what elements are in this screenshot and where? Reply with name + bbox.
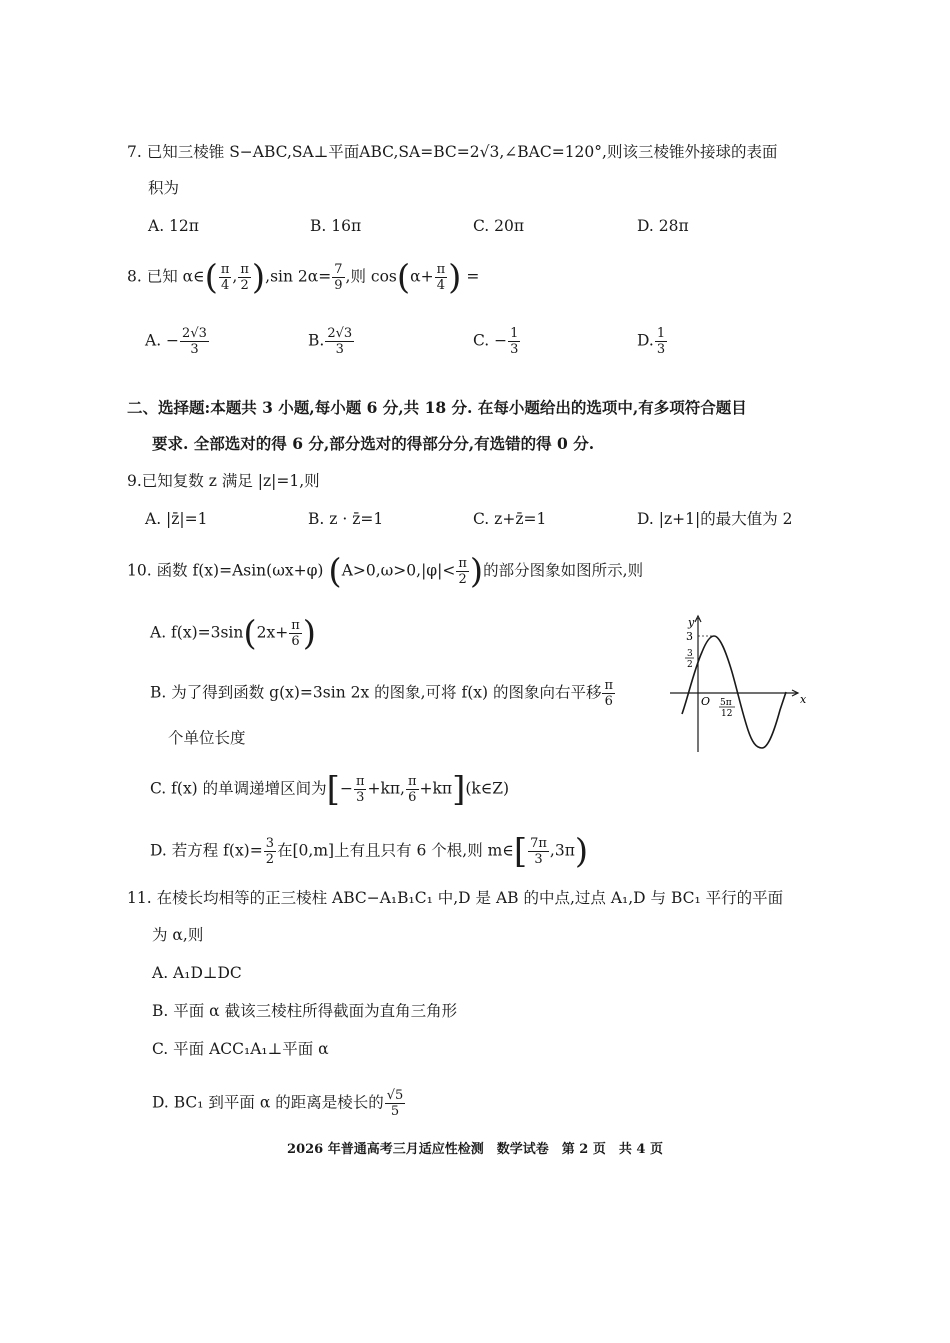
graph-tick-5pi: 5π: [720, 698, 732, 708]
q10-option-a: A. f(x)=3sin(2x+ $\frac{\pi}{6}$ ): [150, 613, 317, 654]
q10-option-d: D. 若方程 f(x)= $\frac{3}{2}$ 在[0,m]上有且只有 6 个根,则 m∈[ $\frac{7\pi}{3}$ ,3π): [150, 831, 589, 872]
q8-cos: ,则 cos: [345, 267, 397, 286]
q11-stem-a: 在棱长均相等的正三棱柱 ABC−A₁B₁C₁ 中,D 是 AB 的中点,过点 A₁,D 与 BC₁ 平行的平面: [156, 889, 784, 907]
q8-option-b: B. $\frac{2√3}{3}$: [308, 326, 353, 357]
section2-line2: 要求. 全部选对的得 6 分,部分选对的得部分分,有选错的得 0 分.: [152, 434, 595, 453]
graph-y-label: y: [688, 616, 695, 629]
section2-line1: 二、选择题:本题共 3 小题,每小题 6 分,共 18 分. 在每小题给出的选项中,有多项符合题目: [127, 398, 747, 417]
graph-tick-3-2-num: 3: [687, 649, 693, 659]
q8-option-d: D. $\frac{1}{3}$: [637, 326, 666, 357]
q7-option-c: C. 20π: [473, 217, 525, 235]
q7-stem-a: 已知三棱锥: [146, 143, 225, 161]
q9-stem: [127, 469, 320, 493]
q11-stem-line1: [127, 886, 783, 910]
q9-number: 9.: [127, 472, 142, 490]
q10-number: 10.: [127, 561, 152, 580]
q7-option-d: D. 28π: [637, 217, 689, 235]
q10-option-b: B. 为了得到函数 g(x)=3sin 2x 的图象,可将 f(x) 的图象向右平移 $\frac{\pi}{6}$: [150, 678, 614, 709]
q7-option-b: B. 16π: [310, 217, 362, 235]
q8-sin: ,sin 2α=: [265, 267, 332, 286]
graph-origin: O: [701, 695, 711, 708]
q10-stem: 10. 函数 f(x)=Asin(ωx+φ) (A>0,ω>0,|φ|< $\frac{\pi}{2}$ )的部分图象如图所示,则: [127, 551, 644, 592]
q8-stem: 8. 已知 α∈( $\frac{\pi}{4}$ , $\frac{\pi}{2}$ ),sin 2α= $\frac{7}{9}$ ,则 cos(α+ $\frac{\pi}{4}$ ) =: [127, 257, 480, 298]
q8-frac-pi-4b: $\frac{\pi}{4}$: [436, 262, 446, 293]
q8-frac-7-9: $\frac{7}{9}$: [334, 262, 343, 293]
q9-option-a: A. |z̄|=1: [145, 510, 208, 528]
q11-option-c: C. 平面 ACC₁A₁⊥平面 α: [152, 1040, 329, 1058]
q10-cond: A>0,ω>0,|φ|<: [341, 561, 456, 580]
q9-option-c: C. z+z̄=1: [473, 510, 547, 528]
q7-stem-line2: 积为: [148, 179, 180, 197]
q11-number: 11.: [127, 889, 152, 907]
q11-option-b: B. 平面 α 截该三棱柱所得截面为直角三角形: [152, 1002, 458, 1020]
q10-option-c: C. f(x) 的单调递增区间为[− $\frac{\pi}{3}$ +kπ, $\frac{\pi}{6}$ +kπ](k∈Z): [150, 769, 510, 810]
q7-sqrt3: √3: [479, 143, 500, 161]
q7-number: 7.: [127, 143, 142, 161]
q11-option-a: A. A₁D⊥DC: [152, 964, 242, 982]
q8-frac-pi-4: $\frac{\pi}{4}$: [220, 262, 230, 293]
q9-option-d: D. |z+1|的最大值为 2: [637, 510, 793, 528]
q7-stem-c: ,∠BAC=120°,则该三棱锥外接球的表面: [499, 143, 778, 161]
q10-option-b-cont: 个单位长度: [168, 729, 246, 747]
q7-stem-line1: [127, 140, 777, 164]
q8-stem-a: 已知 α∈: [146, 267, 205, 286]
q7-stem-b: S−ABC,SA⊥平面ABC,SA=BC=2: [229, 143, 480, 161]
q10-sine-graph: [668, 612, 810, 756]
q8-option-c: C. − $\frac{1}{3}$: [473, 326, 519, 357]
q8-option-a: A. − $\frac{2√3}{3}$: [145, 326, 207, 357]
q8-frac-pi-2: $\frac{\pi}{2}$: [240, 262, 249, 293]
graph-tick-3: 3: [686, 630, 693, 643]
q11-option-d: D. BC₁ 到平面 α 的距离是棱长的 $\frac{√5}{5}$: [152, 1088, 404, 1119]
q7-option-a: A. 12π: [148, 217, 199, 235]
q11-stem-line2: 为 α,则: [152, 926, 204, 944]
q8-number: 8.: [127, 267, 142, 286]
graph-tick-3-2-den: 2: [687, 660, 693, 670]
q9-stem-text: 已知复数 z 满足 |z|=1,则: [141, 472, 320, 490]
q10-stem-b: 的部分图象如图所示,则: [483, 561, 644, 580]
graph-tick-12: 12: [721, 709, 733, 719]
q10-stem-a: 函数 f(x)=Asin(ωx+φ): [156, 561, 324, 580]
graph-x-label: x: [800, 693, 807, 706]
q9-option-b: B. z · z̄=1: [308, 510, 384, 528]
page-footer: 2026 年普通高考三月适应性检测 数学试卷 第 2 页 共 4 页: [287, 1142, 663, 1157]
